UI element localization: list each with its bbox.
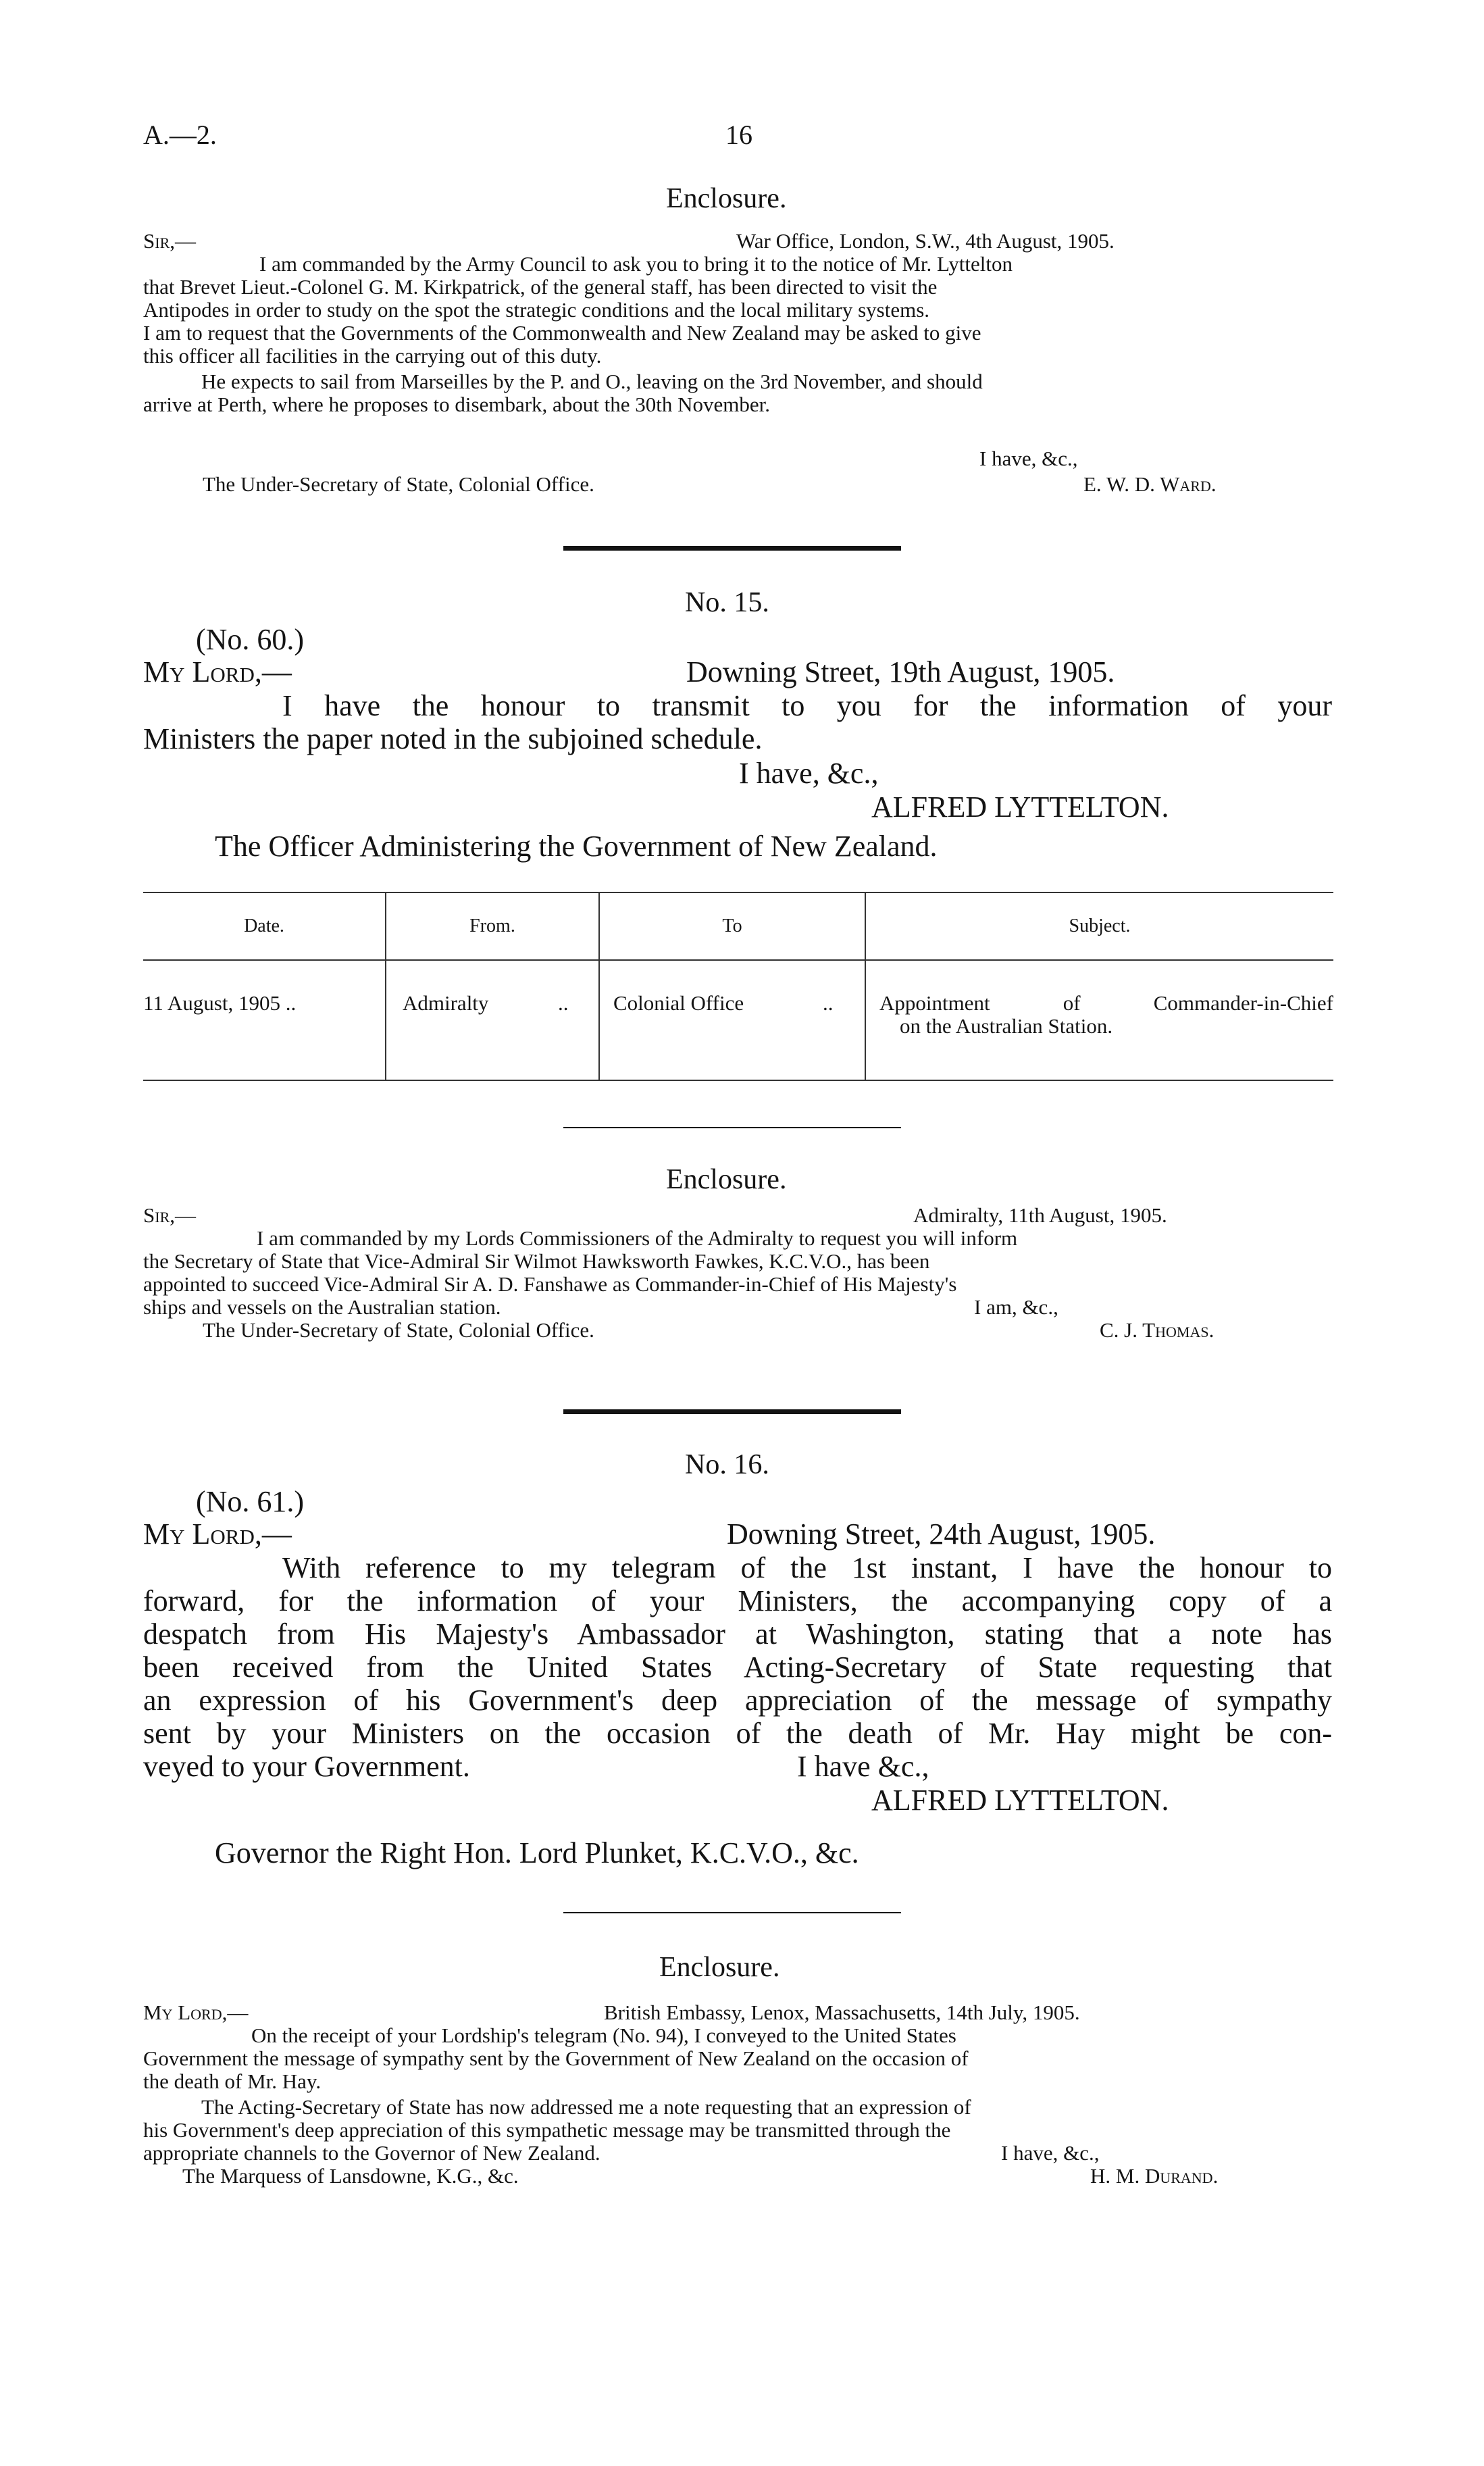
letter-body	[143, 689, 1332, 755]
document-reference: A.—2.	[143, 120, 217, 150]
body-line: Ministers the paper noted in the subjoined schedule.	[143, 722, 763, 755]
letter-body	[143, 2024, 1332, 2165]
table-header-date: Date.	[244, 915, 284, 936]
body-line: that Brevet Lieut.-Colonel G. M. Kirkpatrick, of the general staff, has been directed to visit the	[143, 275, 938, 299]
enclosure-heading: Enclosure.	[666, 183, 787, 214]
salutation: My Lord,—	[143, 655, 292, 688]
enclosure-heading: Enclosure.	[666, 1164, 787, 1195]
table-rule	[143, 959, 1333, 961]
salutation: My Lord,—	[143, 2001, 249, 2024]
body-line: With reference to my telegram of the 1st instant, I have the honour to	[282, 1551, 1332, 1584]
body-line: arrive at Perth, where he proposes to disembark, about the 30th November.	[143, 393, 771, 416]
table-cell-subject: Appointment of Commander-in-Chief	[879, 991, 1333, 1015]
closing: I have &c.,	[797, 1750, 929, 1783]
body-line: I have the honour to transmit to you for the information of your	[282, 689, 1332, 722]
place-date: Downing Street, 24th August, 1905.	[727, 1517, 1156, 1551]
body-line: Government the message of sympathy sent by the Government of New Zealand on the occasion of	[143, 2046, 969, 2070]
letter-body	[143, 253, 1332, 416]
signature: ALFRED LYTTELTON.	[871, 1784, 1169, 1817]
body-line: the Secretary of State that Vice-Admiral Sir Wilmot Hawksworth Fawkes, K.C.V.O., has been	[143, 1249, 930, 1273]
body-line: appropriate channels to the Governor of New Zealand.	[143, 2141, 600, 2165]
body-line: The Acting-Secretary of State has now addressed me a note requesting that an expression of	[201, 2095, 971, 2119]
closing: I have, &c.,	[979, 447, 1078, 470]
signature: H. M. Durand.	[1090, 2164, 1219, 2188]
body-line: ships and vessels on the Australian station.	[143, 1295, 501, 1319]
body-line: I am to request that the Governments of the Commonwealth and New Zealand may be asked to give	[143, 321, 981, 345]
body-line: He expects to sail from Marseilles by the P. and O., leaving on the 3rd November, and should	[201, 370, 983, 393]
table-header-from: From.	[469, 915, 515, 936]
body-line: Antipodes in order to study on the spot the strategic conditions and the local military systems.	[143, 298, 930, 322]
table-cell-subject-cont: on the Australian Station.	[900, 1014, 1113, 1038]
addressee: Governor the Right Hon. Lord Plunket, K.C.V.O., &c.	[215, 1836, 859, 1869]
closing: I have, &c.,	[1001, 2141, 1100, 2165]
addressee: The Officer Administering the Government of New Zealand.	[215, 830, 938, 863]
table-rule	[143, 1080, 1333, 1081]
body-line: his Government's deep appreciation of this sympathetic message may be transmitted through the	[143, 2118, 951, 2142]
body-line: forward, for the information of your Ministers, the accompanying copy of a	[143, 1584, 1332, 1617]
salutation: Sir,—	[143, 229, 196, 253]
despatch-number: No. 16.	[685, 1449, 769, 1480]
place-date: Downing Street, 19th August, 1905.	[686, 655, 1115, 688]
table-cell-date: 11 August, 1905 ..	[143, 991, 297, 1015]
salutation: My Lord,—	[143, 1517, 292, 1551]
table-header-to: To	[722, 915, 742, 936]
body-line: I am commanded by my Lords Commissioners of the Admiralty to request you will inform	[257, 1226, 1018, 1250]
table-cell-to: Colonial Office	[613, 991, 744, 1015]
letter-body	[143, 1551, 1332, 1783]
body-line: the death of Mr. Hay.	[143, 2069, 322, 2093]
addressee: The Under-Secretary of State, Colonial Office.	[203, 1318, 594, 1342]
body-line: despatch from His Majesty's Ambassador at Washington, stating that a note has	[143, 1617, 1332, 1651]
body-line: I am commanded by the Army Council to ask you to bring it to the notice of Mr. Lyttelton	[259, 252, 1013, 276]
section-divider	[563, 1127, 901, 1128]
despatch-reference: (No. 60.)	[196, 623, 305, 656]
page-number: 16	[725, 120, 752, 150]
salutation: Sir,—	[143, 1203, 196, 1227]
enclosure-heading: Enclosure.	[659, 1952, 780, 1983]
place-date: British Embassy, Lenox, Massachusetts, 14th July, 1905.	[604, 2001, 1080, 2024]
section-divider	[563, 1912, 901, 1913]
body-line: appointed to succeed Vice-Admiral Sir A. D. Fanshawe as Commander-in-Chief of His Majesty's	[143, 1272, 957, 1296]
despatch-reference: (No. 61.)	[196, 1485, 305, 1518]
addressee: The Marquess of Lansdowne, K.G., &c.	[182, 2164, 519, 2188]
table-cell-leader: ..	[823, 991, 834, 1015]
place-date: Admiralty, 11th August, 1905.	[913, 1203, 1167, 1227]
place-date: War Office, London, S.W., 4th August, 1905.	[736, 229, 1115, 253]
section-divider	[563, 1409, 901, 1414]
signature: C. J. Thomas.	[1100, 1318, 1214, 1342]
addressee: The Under-Secretary of State, Colonial Office.	[203, 472, 594, 496]
body-line: been received from the United States Acting-Secretary of State requesting that	[143, 1651, 1332, 1684]
section-divider	[563, 546, 901, 551]
body-line: this officer all facilities in the carrying out of this duty.	[143, 344, 602, 368]
despatch-number: No. 15.	[685, 587, 769, 618]
table-cell-from: Admiralty	[403, 991, 489, 1015]
table-cell-leader: ..	[558, 991, 569, 1015]
letter-body	[143, 1227, 1332, 1319]
closing: I am, &c.,	[974, 1295, 1058, 1319]
signature: ALFRED LYTTELTON.	[871, 790, 1169, 824]
body-line: veyed to your Government.	[143, 1750, 470, 1783]
table-header-subject: Subject.	[1069, 915, 1131, 936]
body-line: On the receipt of your Lordship's telegram (No. 94), I conveyed to the United States	[251, 2023, 956, 2047]
signature: E. W. D. Ward.	[1083, 472, 1217, 496]
body-line: sent by your Ministers on the occasion of the death of Mr. Hay might be con-	[143, 1717, 1332, 1750]
closing: I have, &c.,	[739, 757, 879, 790]
body-line: an expression of his Government's deep appreciation of the message of sympathy	[143, 1684, 1332, 1717]
table-rule	[143, 892, 1333, 893]
